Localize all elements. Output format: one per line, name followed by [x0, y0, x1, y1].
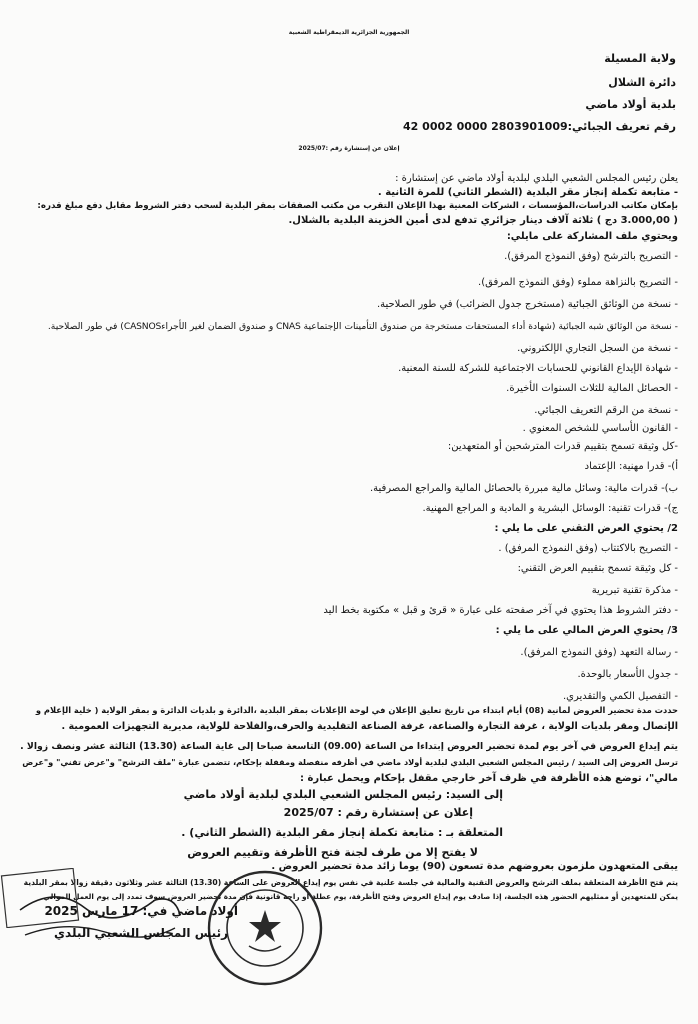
intro-line: - متابعة تكملة إنجاز مقر البلدية (الشطر الثاني) للمرة الثانية . — [377, 187, 678, 198]
daira-line: دائرة الشلال — [608, 76, 676, 89]
envelope-to: إلى السيد: رئيس المجلس الشعبي البلدي لبلدية أولاد ماضي — [183, 788, 503, 801]
list-item: - التصريح بالاكتتاب (وفق النموذج المرفق) . — [498, 543, 678, 554]
intro-line: ويحتوي ملف المشاركة على مايلي: — [506, 231, 678, 242]
list-item: ب)- قدرات مالية: وسائل مالية مبررة بالحصائل المالية والمراجع المصرفية. — [369, 483, 678, 494]
list-item: - كل وثيقة تسمح بتقييم العرض التقني: — [517, 563, 678, 574]
deadline-line: حددت مدة تحضير العروض لمانية (08) أيام ابتداء من تاريخ تعليق الإعلان في لوحة الإعلانات بمقر البلدية ،الدائرة و بلديات الدائرة و بمقر الولاية ( خلية الإعلام و — [35, 705, 678, 715]
list-item: - الحصائل المالية للثلاث السنوات الأخيرة. — [506, 383, 678, 394]
list-item: - التفصيل الكمي والتقديري. — [562, 691, 678, 702]
list-item: أ)- قدرا مهنية: الإعتماد — [584, 461, 678, 472]
list-item: 2/ يحتوي العرض التقني على ما يلي : — [494, 523, 678, 534]
list-item: - نسخة من الوثائق الجبائية (مستخرج جدول الضرائب) في طور الصلاحية. — [376, 299, 678, 310]
deadline-line: مالي"، توضع هذه الأظرفة في ظرف آخر خارجي مقفل بإحكام ويحمل عبارة : — [299, 773, 678, 784]
envelope-warning: لا يفتح إلا من طرف لجنة فتح الأظرفة وتقييم العروض — [187, 846, 478, 859]
list-item: -كل وثيقة تسمح بتقييم قدرات المترشحين أو المتعهدين: — [447, 441, 678, 452]
envelope-ref: إعلان عن إستشارة رقم : 2025/07 — [283, 806, 473, 819]
list-item: - جدول الأسعار بالوحدة. — [577, 669, 678, 680]
intro-line: بإمكان مكاتب الدراسات،المؤسسات ، الشركات المعنية بهذا الإعلان التقرب من مكتب الصفقات بمقر البلدية لسحب دفتر الشروط مقابل دفع مبلغ قدره: — [37, 201, 678, 211]
list-item: - نسخة من الوثائق شبه الجبائية (شهادة أداء المستحقات مستخرجة من صندوق التأمينات الإجتماعية CNAS و صندوق الضمان لغير الأجراءCASNOS) في طور الصلاحية. — [47, 321, 678, 332]
signature-title: رئيس المجلس الشعبي البلدي — [54, 926, 228, 940]
commune-line: بلدية أولاد ماضي — [585, 98, 676, 111]
intro-line: ( 3.000,00 دج ) ثلاثة آلاف دينار جزائري تدفع لدى أمين الخزينة البلدية بالشلال. — [288, 215, 678, 226]
list-item: - مذكرة تقنية تبريرية — [591, 585, 678, 596]
list-item: - شهادة الإيداع القانوني للحسابات الاجتماعية للشركة للسنة المعنية. — [398, 363, 678, 374]
list-item: - نسخة من السجل التجاري الإلكتروني. — [517, 343, 678, 354]
deadline-line: يتم إيداع العروض في آخر يوم لمدة تحضير العروض إبتداءا من الساعة (09.00) التاسعة صباحا إلى غاية الساعة (13.30) الثالثة عشر ونصف زوالا . — [20, 741, 678, 752]
footer-line: يمكن للمتعهدين أو ممثليهم الحضور هذه الجلسة، إذا صادف يوم إيداع العروض وفتح الأظرفة، يوم عطلة أو راحة قانونية فإن مدة تحضير العروض سوف تمدد إلى يوم العمل الموالي — [43, 892, 678, 901]
list-item: 3/ يحتوي العرض المالي على ما يلي : — [495, 625, 678, 636]
fiscal-id-line: رقم تعريف الجبائي:2803901009 0000 0002 42 — [403, 120, 676, 133]
rectangular-stamp — [0, 868, 80, 928]
list-item: - نسخة من الرقم التعريف الجبائي. — [534, 405, 678, 416]
deadline-line: ترسل العروض إلى السيد / رئيس المجلس الشعبي البلدي لبلدية أولاد ماضي في أظرفه منفصلة ومقفلة بإحكام، تتضمن عبارة "ملف الترشح" و"عرض تقني" و"عرض — [22, 757, 678, 767]
list-item: - التصريح بالنزاهة مملوء (وفق النموذج المرفق). — [478, 277, 678, 288]
list-item: - القانون الأساسي للشخص المعنوي . — [522, 423, 678, 434]
wilaya-line: ولاية المسيلة — [604, 52, 676, 65]
republic-header: الجمهورية الجزائرية الديمقراطية الشعبية — [288, 29, 410, 36]
footer-line: يتم فتح الأظرفة المتعلقة بملف الترشح والعروض التقنية والمالية في جلسة علنية في نفس يوم إيداع العروض على الساعة (13.30) الثالثة عشر وثلاثون دقيقة زوالا بمقر البلدية — [23, 878, 678, 887]
signature-date: أولاد ماضي في: 17 مارس 2025 — [44, 904, 238, 918]
deadline-line: الإتصال ومقر بلديات الولاية ، غرفة التجارة والصناعة، غرفة الصناعة التقليدية والحرف،والفلاحة للولاية، مديرية التجهيزات العمومية . — [61, 721, 678, 732]
list-item: - دفتر الشروط هذا يحتوي في آخر صفحته على عبارة « قرئ و قبل » مكتوبة بخط اليد — [323, 605, 678, 616]
envelope-subject: المتعلقة بـ : متابعة تكملة إنجاز مقر البلدية (الشطر الثاني) . — [181, 826, 503, 839]
intro-line: يعلن رئيس المجلس الشعبي البلدي لبلدية أولاد ماضي عن إستشارة : — [395, 173, 678, 184]
footer-line: يبقى المتعهدون ملزمون بعروضهم مدة تسعون (90) يوما زائد مدة تحضير العروض . — [271, 861, 678, 872]
list-item: - التصريح بالترشح (وفق النموذج المرفق). — [504, 251, 678, 262]
announcement-title: إعلان عن إستشارة رقم :2025/07 — [298, 145, 400, 152]
list-item: ج)- قدرات تقنية: الوسائل البشرية و المادية و المراجع المهنية. — [422, 503, 678, 514]
list-item: - رسالة التعهد (وفق النموذج المرفق). — [520, 647, 678, 658]
